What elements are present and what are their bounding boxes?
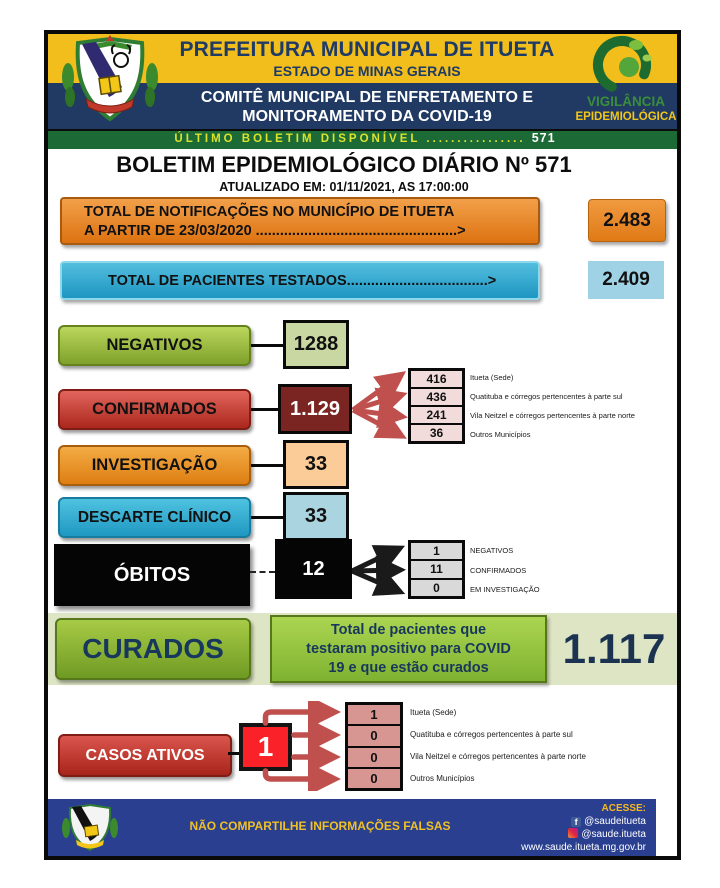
curados-description-line1: Total de pacientes que (330, 621, 487, 638)
casos-ativos-bar: CASOS ATIVOS (58, 734, 232, 777)
casos-ativos-breakdown-table (345, 702, 403, 791)
confirmados-breakdown-table (408, 368, 465, 444)
negativos-value: 1288 (283, 320, 349, 369)
bulletin-title-block (48, 152, 640, 194)
descarte-clinico-bar: DESCARTE CLÍNICO (58, 497, 251, 538)
bulletin-title: BOLETIM EPIDEMIOLÓGICO DIÁRIO Nº 571 (116, 152, 572, 177)
swoosh-icon (590, 33, 654, 97)
casos-ativos-breakdown-value: 0 (348, 767, 400, 788)
book-icon (99, 76, 121, 95)
epidemiologica-text: EPIDEMIOLÓGICA (575, 111, 677, 123)
curados-description-line2: testaram positivo para COVID (306, 640, 511, 657)
instagram-handle: @saude.itueta (581, 829, 646, 840)
bulletin-updated-at: ATUALIZADO EM: 01/11/2021, AS 17:00:00 (219, 180, 469, 194)
obitos-breakdown-value: 0 (411, 578, 462, 596)
confirmados-value: 1.129 (278, 384, 352, 434)
total-notifications-line2: A PARTIR DE 23/03/2020 ..................................................> (84, 223, 466, 239)
state-name: ESTADO DE MINAS GERAIS (273, 63, 461, 79)
investigacao-connector (251, 464, 283, 467)
last-bulletin-strip (130, 131, 600, 145)
obitos-breakdown-label: NEGATIVOS (470, 546, 514, 555)
casos-ativos-breakdown-value: 0 (348, 724, 400, 745)
curados-value: 1.117 (562, 625, 666, 672)
obitos-connector (250, 571, 275, 573)
descarte-clinico-connector (251, 516, 283, 519)
confirmados-breakdown-value: 416 (411, 371, 462, 387)
descarte-clinico-value: 33 (283, 492, 349, 541)
committee-line2: MONITORAMENTO DA COVID-19 (242, 108, 492, 125)
confirmados-breakdown-label: Itueta (Sede) (470, 373, 514, 382)
obitos-breakdown-label: EM INVESTIGAÇÃO (470, 585, 540, 594)
obitos-breakdown-label: CONFIRMADOS (470, 566, 527, 575)
investigacao-value: 33 (283, 440, 349, 489)
total-tested-label: TOTAL DE PACIENTES TESTADOS...................................> (108, 272, 497, 289)
total-notifications-bar (60, 197, 540, 245)
casos-ativos-breakdown-label: Quatituba e córregos pertencentes à parte sul (410, 730, 573, 739)
vigilancia-epidemiologica-logo (574, 33, 678, 131)
last-bulletin-label: ÚLTIMO BOLETIM DISPONÍVEL (174, 133, 421, 145)
committee-title (162, 88, 572, 126)
obitos-value: 12 (275, 539, 352, 599)
confirmados-breakdown-value: 36 (411, 423, 462, 441)
obitos-breakdown-value: 1 (411, 543, 462, 559)
total-tested-value: 2.409 (588, 261, 664, 299)
negativos-connector (251, 344, 283, 347)
footer-instagram-link[interactable] (430, 828, 646, 841)
itueta-coat-of-arms (56, 33, 164, 129)
casos-ativos-breakdown-label: Outros Municípios (410, 774, 475, 783)
footer-facebook-link[interactable] (430, 815, 646, 828)
casos-ativos-arrows-icon (250, 701, 342, 791)
footer-links (430, 802, 646, 854)
casos-ativos-breakdown-value: 0 (348, 746, 400, 767)
instagram-icon (568, 828, 578, 838)
confirmados-breakdown-label: Outros Municípios (470, 430, 531, 439)
obitos-breakdown-table (408, 540, 465, 599)
confirmados-bar: CONFIRMADOS (58, 389, 251, 430)
footer-warning-text: NÃO COMPARTILHE INFORMAÇÕES FALSAS (189, 819, 451, 833)
facebook-icon: f (571, 817, 581, 827)
total-notifications-value: 2.483 (588, 199, 666, 242)
investigacao-bar: INVESTIGAÇÃO (58, 445, 251, 486)
confirmados-connector (251, 408, 278, 411)
total-notifications-line1: TOTAL DE NOTIFICAÇÕES NO MUNICÍPIO DE ITUETA (84, 204, 455, 220)
footer-coat-of-arms (58, 802, 122, 854)
committee-line1: COMITÊ MUNICIPAL DE ENFRETAMENTO E (200, 89, 534, 106)
municipality-header (162, 38, 572, 79)
confirmados-arrows-icon (352, 366, 408, 444)
municipality-name: PREFEITURA MUNICIPAL DE ITUETA (179, 38, 555, 61)
facebook-handle: @saudeitueta (584, 816, 646, 827)
casos-ativos-value: 1 (239, 723, 292, 771)
casos-ativos-breakdown-value: 1 (348, 705, 400, 724)
obitos-breakdown-value: 11 (411, 559, 462, 577)
curados-bar: CURADOS (55, 618, 251, 680)
confirmados-breakdown-label: Vila Neitzel e córregos pertencentes à parte norte (470, 411, 635, 420)
total-tested-bar (60, 261, 540, 300)
last-bulletin-number: 571 (531, 131, 556, 145)
curados-description-box (270, 615, 547, 683)
casos-ativos-breakdown-label: Vila Neitzel e córregos pertencentes à parte norte (410, 752, 586, 761)
confirmados-breakdown-value: 241 (411, 405, 462, 423)
obitos-bar: ÓBITOS (54, 544, 250, 606)
confirmados-breakdown-label: Quatituba e córregos pertencentes à parte sul (470, 392, 623, 401)
obitos-arrows-icon (352, 539, 406, 601)
vigilancia-text: VIGILÂNCIA (586, 94, 666, 109)
curados-description-line3: 19 e que estão curados (328, 659, 489, 676)
negativos-bar: NEGATIVOS (58, 325, 251, 366)
casos-ativos-breakdown-label: Itueta (Sede) (410, 708, 457, 717)
footer-website-link[interactable]: www.saude.itueta.mg.gov.br (521, 842, 646, 853)
footer-access-label: ACESSE: (601, 803, 646, 814)
confirmados-breakdown-value: 436 (411, 387, 462, 405)
last-bulletin-dots: ................ (426, 133, 526, 145)
